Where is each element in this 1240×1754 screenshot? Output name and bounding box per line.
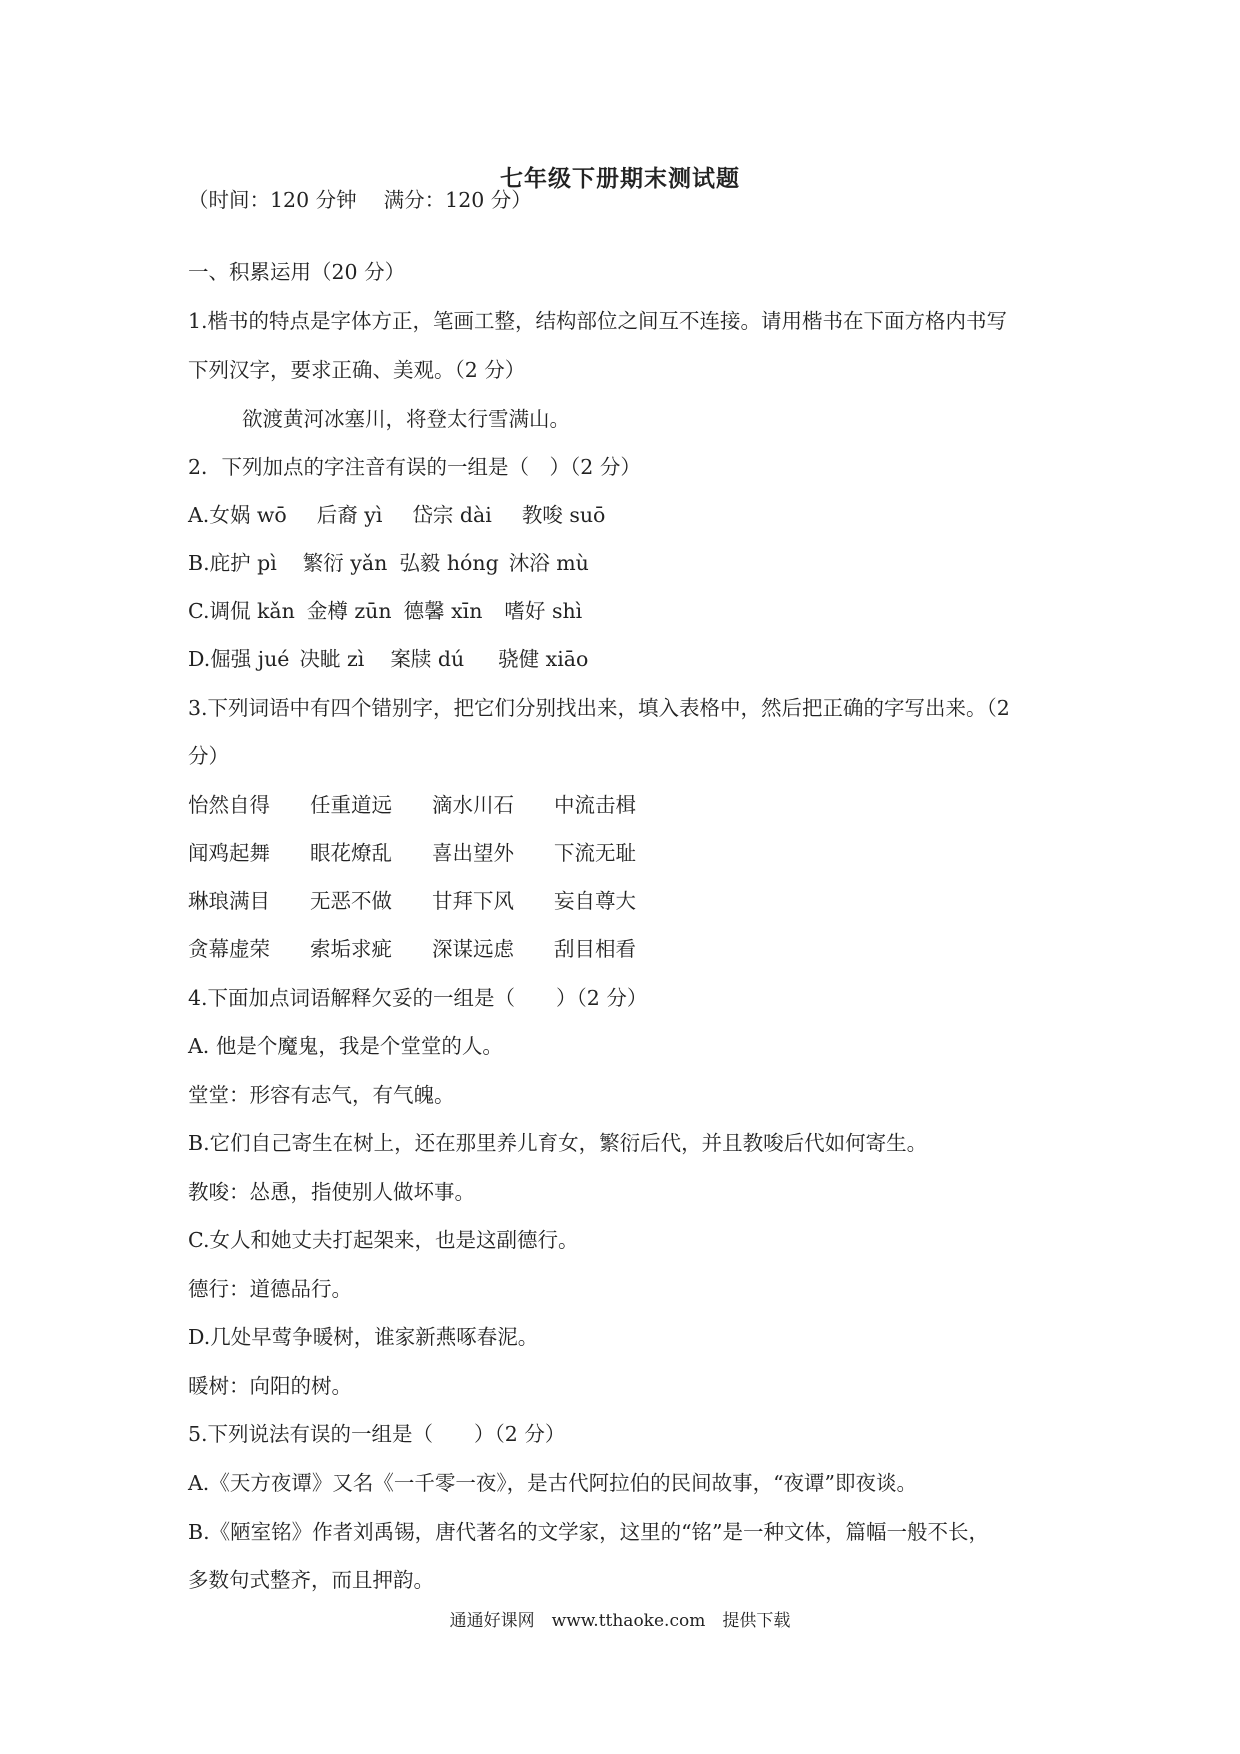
q3-word-row [188,887,676,915]
q3-word: 下流无耻 [554,841,636,865]
q2-d-item: 案牍 dú [390,647,465,671]
q4-option-b: B.它们自己寄生在树上，还在那里养儿育女，繁衍后代，并且教唆后代如何寄生。 [188,1131,928,1155]
q2-c-item: 嗜好 shì [504,599,583,623]
q2-a-item: 后裔 yì [316,503,383,527]
q2-option-b [188,549,619,577]
q4-option-b-explain: 教唆：怂恿，指使别人做坏事。 [188,1180,475,1204]
q3-word: 无恶不做 [310,889,392,913]
q4-option-c: C.女人和她丈夫打起架来，也是这副德行。 [188,1228,579,1252]
q3-line1: 3.下列词语中有四个错别字，把它们分别找出来，填入表格中，然后把正确的字写出来。（2 [188,696,1010,720]
q2-c-item: C.调侃 kǎn [188,599,295,623]
q3-word: 深谋远虑 [432,937,514,961]
q4-option-a-explain: 堂堂：形容有志气，有气魄。 [188,1083,455,1107]
q1-line1: 1.楷书的特点是字体方正，笔画工整，结构部位之间互不连接。请用楷书在下面方格内书写 [188,309,1008,333]
q2-stem: 2．下列加点的字注音有误的一组是（ ）（2 分） [188,455,641,479]
q3-line2: 分） [188,744,229,768]
q3-word: 喜出望外 [432,841,514,865]
q2-option-a [188,501,635,529]
q2-b-item: 繁衍 yǎn [302,551,388,575]
q3-word-row [188,935,676,963]
q3-word: 琳琅满目 [188,889,270,913]
q5-option-b-line2: 多数句式整齐，而且押韵。 [188,1568,434,1592]
q5-option-b-line1: B.《陋室铭》作者刘禹锡，唐代著名的文学家，这里的“铭”是一种文体，篇幅一般不长， [188,1520,990,1544]
q4-option-d-explain: 暖树：向阳的树。 [188,1374,352,1398]
q2-option-d [188,645,618,673]
q5-stem: 5.下列说法有误的一组是（ ）（2 分） [188,1422,566,1446]
q2-d-item: D.倔强 jué [188,647,290,671]
q3-word: 刮目相看 [554,937,636,961]
q3-word: 怡然自得 [188,793,270,817]
q4-option-a: A. 他是个魔鬼，我是个堂堂的人。 [188,1034,503,1058]
q3-word: 索垢求疵 [310,937,392,961]
q4-option-d: D.几处早莺争暖树，谁家新燕啄春泥。 [188,1325,539,1349]
q2-d-item: 骁健 xiāo [498,647,589,671]
q3-word: 中流击楫 [554,793,636,817]
q3-word: 贪幕虚荣 [188,937,270,961]
q3-word: 滴水川石 [432,793,514,817]
q2-c-item: 德馨 xīn [403,599,483,623]
q4-stem: 4.下面加点词语解释欠妥的一组是（ ）（2 分） [188,986,648,1010]
page-footer: 通通好课网 www.tthaoke.com 提供下载 [449,1611,791,1631]
q4-option-c-explain: 德行：道德品行。 [188,1277,352,1301]
q2-a-item: 岱宗 dài [412,503,492,527]
q3-word: 妄自尊大 [554,889,636,913]
q2-b-item: 弘毅 hóng [399,551,499,575]
q2-b-item: 沐浴 mù [508,551,589,575]
q3-word-row [188,791,676,819]
q3-word: 闻鸡起舞 [188,841,270,865]
q2-a-item: A.女娲 wō [188,503,287,527]
q5-option-a: A.《天方夜谭》又名《一千零一夜》，是古代阿拉伯的民间故事，“夜谭”即夜谈。 [188,1471,918,1495]
q3-word: 眼花燎乱 [310,841,392,865]
q1-poem: 欲渡黄河冰塞川，将登太行雪满山。 [242,407,570,431]
q2-option-c [188,597,612,625]
q1-line2: 下列汉字，要求正确、美观。（2 分） [188,358,526,382]
q2-c-item: 金樽 zūn [306,599,392,623]
q3-word: 任重道远 [310,793,392,817]
exam-meta: （时间：120 分钟 满分：120 分） [188,188,532,212]
q3-word-row [188,839,676,867]
q2-d-item: 决眦 zì [299,647,365,671]
section-heading: 一、积累运用（20 分） [188,260,406,284]
q2-a-item: 教唆 suō [521,503,606,527]
q3-word: 甘拜下风 [432,889,514,913]
q2-b-item: B.庇护 pì [188,551,277,575]
page-title: 七年级下册期末测试题 [500,165,740,192]
